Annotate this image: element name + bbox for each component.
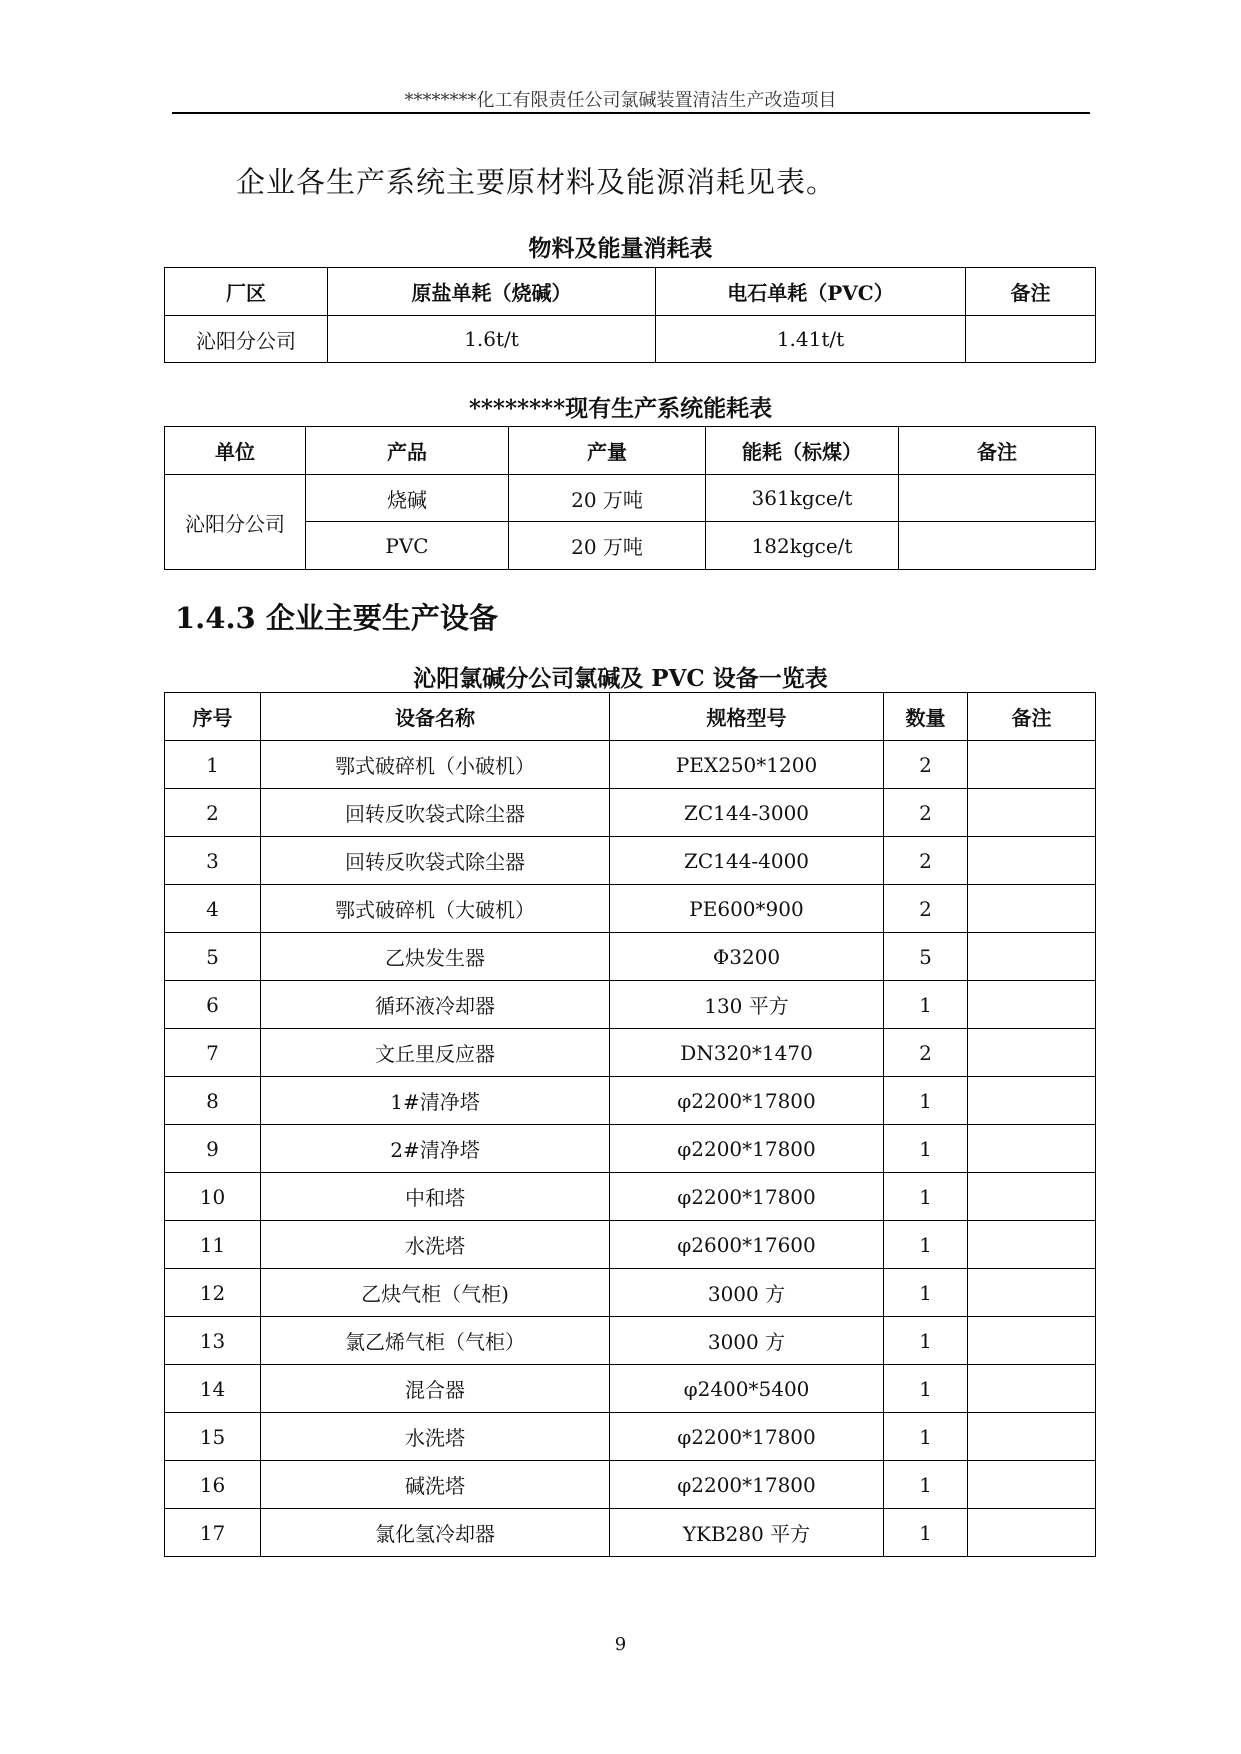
table-cell: 水洗塔 — [261, 1221, 610, 1269]
table-row — [165, 789, 1096, 837]
table-cell: φ2200*17800 — [610, 1413, 884, 1461]
table-cell: 361kgce/t — [706, 475, 899, 522]
table-cell: 1 — [884, 1509, 968, 1557]
table-cell: 7 — [165, 1029, 261, 1077]
table-cell: 鄂式破碎机（小破机） — [261, 741, 610, 789]
table-cell — [968, 1365, 1096, 1413]
table-cell — [968, 1509, 1096, 1557]
table-cell — [968, 933, 1096, 981]
table-cell: 11 — [165, 1221, 261, 1269]
table-cell: 1 — [165, 741, 261, 789]
table-cell — [968, 837, 1096, 885]
table-cell: 1 — [884, 1173, 968, 1221]
table-cell: 4 — [165, 885, 261, 933]
table-cell: 13 — [165, 1317, 261, 1365]
table-cell: 8 — [165, 1077, 261, 1125]
table-cell: 3000 方 — [610, 1317, 884, 1365]
table-cell: φ2400*5400 — [610, 1365, 884, 1413]
table-cell: 循环液冷却器 — [261, 981, 610, 1029]
table1-title: 物料及能量消耗表 — [528, 235, 713, 262]
header-cell: 备注 — [968, 693, 1096, 741]
table-row — [165, 1029, 1096, 1077]
material-energy-table — [164, 267, 1096, 363]
table-cell — [968, 885, 1096, 933]
table-row — [165, 837, 1096, 885]
header-cell: 产品 — [306, 427, 509, 475]
intro-paragraph: 企业各生产系统主要原材料及能源消耗见表。 — [236, 165, 837, 199]
header-cell: 产量 — [509, 427, 706, 475]
table-cell — [968, 981, 1096, 1029]
table-cell — [968, 789, 1096, 837]
table-cell: 20 万吨 — [509, 475, 706, 522]
table-cell: 12 — [165, 1269, 261, 1317]
table-cell: φ2200*17800 — [610, 1461, 884, 1509]
table-row — [165, 1365, 1096, 1413]
header-cell: 厂区 — [165, 268, 328, 316]
table-cell: 1 — [884, 981, 968, 1029]
table-cell: PEX250*1200 — [610, 741, 884, 789]
table-cell: 1 — [884, 1077, 968, 1125]
table-cell: 2#清净塔 — [261, 1125, 610, 1173]
table-row — [165, 1509, 1096, 1557]
table-cell: 1 — [884, 1125, 968, 1173]
table-cell — [968, 1173, 1096, 1221]
table-cell: 3000 方 — [610, 1269, 884, 1317]
table-cell: 2 — [165, 789, 261, 837]
table-row — [165, 1317, 1096, 1365]
table-cell: Φ3200 — [610, 933, 884, 981]
table-cell: 氯化氢冷却器 — [261, 1509, 610, 1557]
table-cell: 文丘里反应器 — [261, 1029, 610, 1077]
header-cell: 原盐单耗（烧碱） — [328, 268, 656, 316]
header-cell: 电石单耗（PVC） — [656, 268, 966, 316]
table-cell: 2 — [884, 789, 968, 837]
table-cell: φ2600*17600 — [610, 1221, 884, 1269]
table-cell: YKB280 平方 — [610, 1509, 884, 1557]
table-cell: 1 — [884, 1269, 968, 1317]
table-cell — [968, 741, 1096, 789]
table-cell: φ2200*17800 — [610, 1125, 884, 1173]
table-cell: 10 — [165, 1173, 261, 1221]
table-cell: 回转反吹袋式除尘器 — [261, 789, 610, 837]
table-cell: PE600*900 — [610, 885, 884, 933]
equipment-table — [164, 692, 1096, 1557]
table3-title: 沁阳氯碱分公司氯碱及 PVC 设备一览表 — [413, 665, 828, 692]
table-row — [165, 1221, 1096, 1269]
table-row — [165, 1269, 1096, 1317]
table-cell: 1 — [884, 1413, 968, 1461]
table-cell — [968, 1221, 1096, 1269]
table-cell: 20 万吨 — [509, 522, 706, 570]
table-cell: 3 — [165, 837, 261, 885]
table-cell: 6 — [165, 981, 261, 1029]
table-cell: 9 — [165, 1125, 261, 1173]
table-cell: 2 — [884, 837, 968, 885]
table-cell: 2 — [884, 1029, 968, 1077]
table-cell: 中和塔 — [261, 1173, 610, 1221]
table-cell: 1.41t/t — [656, 316, 966, 363]
table-row — [165, 1125, 1096, 1173]
table-cell — [968, 1029, 1096, 1077]
table-row — [165, 1461, 1096, 1509]
table-cell — [968, 1461, 1096, 1509]
table-cell: 1#清净塔 — [261, 1077, 610, 1125]
page-number: 9 — [614, 1634, 627, 1655]
table-cell — [968, 1317, 1096, 1365]
table-row — [165, 1077, 1096, 1125]
table-cell: 16 — [165, 1461, 261, 1509]
table-cell — [899, 475, 1096, 522]
table-cell: 乙炔发生器 — [261, 933, 610, 981]
table-cell: 回转反吹袋式除尘器 — [261, 837, 610, 885]
table-cell: 混合器 — [261, 1365, 610, 1413]
header-cell: 序号 — [165, 693, 261, 741]
table-cell: ZC144-3000 — [610, 789, 884, 837]
table-cell: 乙炔气柜（气柜) — [261, 1269, 610, 1317]
table-cell: 5 — [165, 933, 261, 981]
table-cell: 182kgce/t — [706, 522, 899, 570]
table-cell: φ2200*17800 — [610, 1173, 884, 1221]
table-row — [165, 1413, 1096, 1461]
energy-consumption-table — [164, 426, 1096, 570]
table-cell: DN320*1470 — [610, 1029, 884, 1077]
header-rule — [172, 112, 1090, 114]
table-cell: φ2200*17800 — [610, 1077, 884, 1125]
header-cell: 数量 — [884, 693, 968, 741]
table-cell — [968, 1077, 1096, 1125]
table-cell: 2 — [884, 885, 968, 933]
table-cell: 氯乙烯气柜（气柜） — [261, 1317, 610, 1365]
table-cell: 水洗塔 — [261, 1413, 610, 1461]
table-cell: 2 — [884, 741, 968, 789]
table-cell: 15 — [165, 1413, 261, 1461]
table-cell: 1 — [884, 1221, 968, 1269]
table-cell: 烧碱 — [306, 475, 509, 522]
table-cell — [968, 1125, 1096, 1173]
table-cell: PVC — [306, 522, 509, 570]
table-cell: 沁阳分公司 — [165, 316, 328, 363]
table2-title: ********现有生产系统能耗表 — [468, 395, 773, 422]
header-cell: 单位 — [165, 427, 306, 475]
header-cell: 备注 — [966, 268, 1096, 316]
table-row — [165, 885, 1096, 933]
table-cell: 1 — [884, 1365, 968, 1413]
table-cell — [968, 1413, 1096, 1461]
table-cell — [966, 316, 1096, 363]
header-cell: 设备名称 — [261, 693, 610, 741]
table-cell — [899, 522, 1096, 570]
table-cell: 1 — [884, 1461, 968, 1509]
table-cell: 1.6t/t — [328, 316, 656, 363]
header-cell: 能耗（标煤） — [706, 427, 899, 475]
table-cell: 17 — [165, 1509, 261, 1557]
table-row — [165, 1173, 1096, 1221]
table-cell: 鄂式破碎机（大破机） — [261, 885, 610, 933]
table-cell: 14 — [165, 1365, 261, 1413]
table-cell: 5 — [884, 933, 968, 981]
unit-cell: 沁阳分公司 — [165, 475, 306, 570]
table-cell: 130 平方 — [610, 981, 884, 1029]
table-row — [165, 933, 1096, 981]
table-cell: 1 — [884, 1317, 968, 1365]
section-heading: 1.4.3 企业主要生产设备 — [175, 601, 498, 635]
table-row — [165, 981, 1096, 1029]
header-cell: 规格型号 — [610, 693, 884, 741]
header-cell: 备注 — [899, 427, 1096, 475]
table-row — [165, 741, 1096, 789]
table-cell: 碱洗塔 — [261, 1461, 610, 1509]
table-cell — [968, 1269, 1096, 1317]
table-cell: ZC144-4000 — [610, 837, 884, 885]
running-header: ********化工有限责任公司氯碱装置清洁生产改造项目 — [404, 90, 837, 111]
